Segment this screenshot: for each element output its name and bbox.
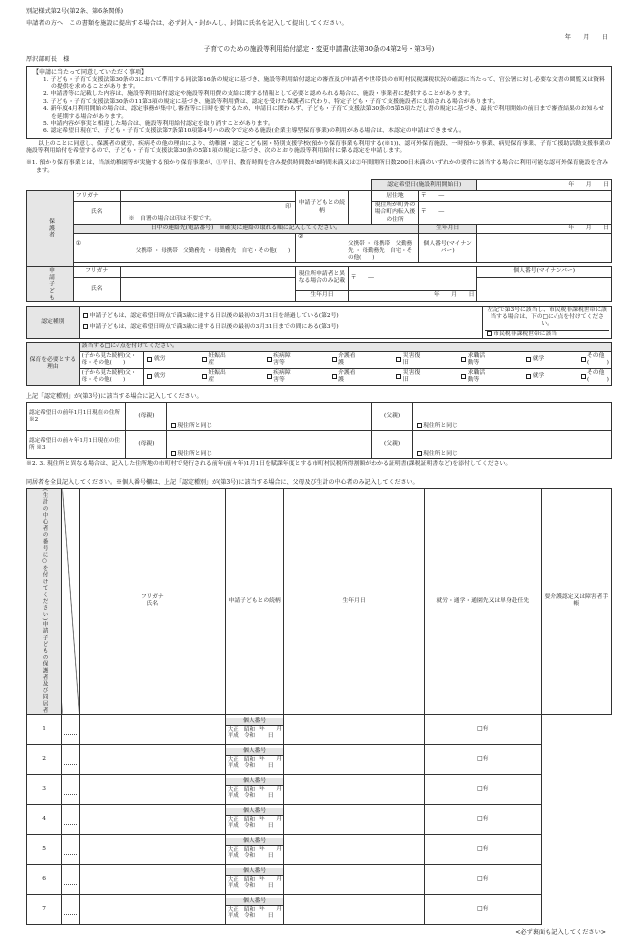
note-1: ※1. 預かり保育事業とは、当該幼稚園等が実施する預かり保育事業が、①平日、教育時間を含み提供時間数が8時間未満又は②年間開所日数200日未満のいずれかの要件に該当する場合に利用可能な認可外保育施設を含みます。 [26, 160, 609, 174]
reason-checkbox[interactable] [461, 374, 466, 379]
household-care-header: 要介護認定又は障害者手帳 [541, 489, 611, 715]
guardian-mynumber-label: 個人番号(マイナンバー) [418, 233, 477, 262]
household-dob-input[interactable]: 年 月 日 [259, 726, 294, 740]
residence-row-2-mother-input[interactable] [167, 431, 372, 459]
reason-checkbox[interactable] [526, 357, 531, 362]
row1-mother-same-text: 現住所と同じ [177, 423, 213, 430]
phone-1-number: ① [75, 240, 81, 247]
child-mynumber-input[interactable] [477, 277, 612, 301]
era-row-1[interactable]: 大正 昭和 [227, 846, 255, 853]
form-code: 別記様式第2号(第2条、第6条関係) [26, 8, 124, 15]
seal-mark: 印 [285, 204, 292, 211]
reason-checkbox[interactable] [461, 357, 466, 362]
child-name-input[interactable] [120, 277, 296, 301]
household-row-number[interactable]: 6 [27, 864, 62, 894]
household-row-number[interactable]: 5 [27, 834, 62, 864]
reason-row-2-relation[interactable]: (子から見た続柄)父・母・その他( ) [79, 368, 143, 385]
residence-row-1-mother-input[interactable] [167, 403, 372, 431]
consent-item: 1. 子ども・子育て支援法第30条の3において準用する同法第16条の規定に基づき、施設等利用給付認定の審査及び申請者や世帯員の市町村民税課税状況の確認に当たって、官公署に対し必要な文書の閲覧又は資料の提供を求めることがあります。 [43, 76, 605, 91]
guardian-relation-label: 申請子どもとの続柄 [296, 191, 349, 225]
reason-instruction: 該当する□に✓点を付けてください。 [79, 342, 611, 351]
household-work-cell[interactable] [284, 804, 424, 834]
residence-row-2-father-label: (父親) [372, 431, 413, 459]
tax-exempt-text: 市民税非課税世帯に該当 [493, 330, 558, 337]
reason-option[interactable] [146, 370, 166, 384]
residence-note: ※2. 3. 現住所と異なる場合は、記入した住所地の市町村で発行される前年(前々年)1月1日を賦課年度とする市町村民税所得割額がわかる証明書(課税証明書など)を添付してください。 [26, 461, 512, 468]
reason-option-label: 災害復旧 [402, 369, 421, 383]
household-relation-cell[interactable] [79, 774, 225, 804]
household-row-number[interactable]: 4 [27, 804, 62, 834]
household-row [27, 894, 612, 924]
consent-list [33, 77, 607, 136]
reason-row-1-options [143, 351, 611, 368]
residence-row-1-father-label: (父親) [372, 403, 413, 431]
era-row-2[interactable]: 平成 令和 [227, 913, 255, 920]
reason-checkbox[interactable] [147, 357, 152, 362]
reason-option[interactable] [395, 370, 425, 384]
reason-option[interactable] [330, 353, 360, 367]
guardian-name-input[interactable] [120, 202, 296, 225]
household-name-cell[interactable] [62, 774, 80, 804]
phone-2[interactable] [296, 233, 419, 262]
household-dob-cell [225, 894, 294, 924]
era-row-1[interactable]: 大正 昭和 [227, 876, 255, 883]
household-dob-cell [225, 714, 294, 744]
household-care-cell[interactable]: □有 [424, 864, 541, 894]
residence-row-1-mother-label: (母親) [126, 403, 167, 431]
consent-item: 6. 認定希望日現在で、子ども・子育て支援法第7条第10項第4号ハの政令で定める施設(企業主導型保育事業)の利用がある場合は、本認定の申請はできません。 [43, 128, 465, 135]
consent-item: 3. 子ども・子育て支援法第30条の11第3項の規定に基づき、施設等利用費は、認定を受けた保護者に代わり、特定子ども・子育て支援施設者に支給される場合があります。 [43, 98, 499, 105]
reason-checkbox[interactable] [202, 374, 207, 379]
guardian-furigana-input[interactable] [120, 191, 296, 202]
reason-checkbox[interactable] [332, 374, 337, 379]
reason-option[interactable] [330, 370, 360, 384]
category-2-checkbox[interactable] [83, 313, 88, 318]
row2-father-same-text: 現住所と同じ [423, 451, 458, 458]
household-name-cell[interactable] [62, 894, 80, 924]
guardian-name-label: 氏名 [73, 202, 120, 225]
residence-row-2-father-input[interactable] [413, 431, 612, 459]
consent-box [26, 66, 612, 139]
reason-option-label: その他( ) [587, 352, 609, 366]
household-row-number[interactable]: 2 [27, 744, 62, 774]
reason-option[interactable] [265, 353, 295, 367]
household-side-label: (生計の中心者の番号に○を付けてください)申請子どもの保護者及び同居者 [27, 489, 62, 715]
reason-option[interactable] [579, 353, 609, 367]
household-name-cell[interactable] [62, 864, 80, 894]
reason-option-label: 妊娠出産 [208, 352, 226, 366]
household-relation-cell[interactable] [79, 804, 225, 834]
household-table [26, 488, 612, 925]
row2-mother-same-text: 現住所と同じ [177, 451, 213, 458]
household-mynumber-label: 個人番号 [226, 778, 284, 786]
phone-1[interactable] [73, 233, 295, 262]
guardian-section-label: 保護者 [27, 191, 74, 267]
reason-option-label: 妊娠出産 [208, 369, 226, 383]
reason-row-2-option-list [146, 370, 609, 384]
household-name-cell[interactable] [62, 744, 80, 774]
reason-option[interactable] [265, 370, 295, 384]
child-address-label: 現住所申請者と異なる場合のみ記載 [296, 266, 349, 290]
address-label: 居住地 [372, 191, 419, 202]
residence-row-2-mother-label: (母親) [126, 431, 167, 459]
household-work-cell[interactable] [284, 894, 424, 924]
reason-option-label: 災害復旧 [402, 352, 421, 366]
household-row-number[interactable]: 7 [27, 894, 62, 924]
household-care-cell[interactable]: □有 [424, 804, 541, 834]
household-dob-header: 生年月日 [284, 489, 424, 715]
household-mynumber-label: 個人番号 [226, 808, 284, 816]
era-row-2[interactable]: 平成 令和 [227, 853, 255, 860]
household-relation-cell[interactable] [79, 714, 225, 744]
household-work-cell[interactable] [284, 864, 424, 894]
household-work-cell[interactable] [284, 774, 424, 804]
residence-row-2-label: 認定希望日の前々年1月1日現在の住所 ※3 [27, 431, 126, 459]
hope-date-label: 認定希望日(施設利用開始日) [372, 180, 477, 191]
reason-option-label: 就学 [532, 373, 545, 380]
row2-father-same-checkbox[interactable] [417, 451, 422, 456]
row1-father-same-text: 現住所と同じ [423, 423, 458, 430]
household-row [27, 774, 612, 804]
household-care-cell[interactable]: □有 [424, 774, 541, 804]
household-intro: 同居者を全員記入してください。※個人番号欄は、上記「認定種別」が(第3号)に該当する場合に、父母及び生計の中心者のみ記入してください。 [26, 478, 419, 486]
reason-option[interactable] [146, 353, 166, 367]
application-date[interactable]: 年 月 日 [564, 33, 608, 41]
guardian-dob-input[interactable]: 年 月 日 [477, 224, 612, 233]
household-dob-cell [225, 834, 294, 864]
consent-item: 4. 新年度4月利用開始の場合は、認定事務が集中し審査等に日時を要するため、申請日に関わらず、子ども・子育て支援法第30条の5第5項ただし書の規定に基づき、最長で利用開始の前日まで審査結果のお知らせを延期する場合があります。 [43, 106, 605, 120]
child-address-input[interactable]: 〒 ― [348, 266, 477, 290]
reason-option[interactable] [200, 353, 230, 367]
reason-checkbox[interactable] [332, 357, 337, 362]
household-row [27, 804, 612, 834]
household-relation-cell[interactable] [79, 864, 225, 894]
household-dob-input[interactable]: 年 月 日 [259, 846, 294, 860]
era-row-2[interactable]: 平成 令和 [227, 823, 255, 830]
household-relation-header: 申請子どもとの続柄 [225, 489, 284, 715]
era-row-2[interactable]: 平成 令和 [227, 793, 255, 800]
reason-checkbox[interactable] [396, 357, 401, 362]
child-name-label: 氏名 [73, 277, 120, 301]
residence-table [26, 402, 612, 459]
addressee: 厚沢部町長 様 [26, 56, 70, 64]
child-dob-label: 生年月日 [296, 290, 349, 301]
consent-item: 2. 申請書等に記載した内容は、施設等利用給付認定や施設等利用費の支給に関する情報として必要と認められる場合に、施設・事業者に提供することがあります。 [43, 91, 475, 98]
reason-label: 保育を必要とする理由 [27, 342, 80, 385]
reason-checkbox[interactable] [267, 374, 272, 379]
child-furigana-label: フリガナ [73, 266, 120, 277]
household-dob-input[interactable]: 年 月 日 [259, 756, 294, 770]
household-name-header [79, 489, 225, 715]
category-3-text: 申請子どもは、認定希望日時点で満3歳に達する日以後の最初の3月31日までの間にある(第3号) [89, 324, 339, 331]
household-row [27, 714, 612, 744]
household-name-cell[interactable] [62, 714, 80, 744]
phone-2-number: ② [298, 233, 304, 240]
applicant-note: 申請者の方へ この書類を施設に提出する場合は、必ず封入・封かんし、封筒に氏名を記入して提出してください。 [26, 19, 348, 27]
household-dob-input[interactable]: 年 月 日 [259, 786, 294, 800]
household-dob-input[interactable]: 年 月 日 [259, 876, 294, 890]
guardian-furigana-label: フリガナ [73, 191, 120, 202]
reason-option-label: 就労 [153, 356, 166, 363]
row2-mother-same-checkbox[interactable] [171, 451, 176, 456]
reason-option-label: 求職活動等 [467, 352, 486, 366]
residence-row-1-label: 認定希望日の前年1月1日現在の住所 ※2 [27, 403, 126, 431]
household-care-cell[interactable]: □有 [424, 714, 541, 744]
household-dob-cell [225, 744, 294, 774]
reason-checkbox[interactable] [202, 357, 207, 362]
era-row-1[interactable]: 大正 昭和 [227, 786, 255, 793]
guardian-mynumber-input[interactable] [477, 233, 612, 262]
reason-option[interactable] [200, 370, 230, 384]
household-row-number[interactable]: 3 [27, 774, 62, 804]
household-care-cell[interactable]: □有 [424, 834, 541, 864]
household-relation-cell[interactable] [79, 834, 225, 864]
row1-mother-same-checkbox[interactable] [171, 423, 176, 428]
reason-option[interactable] [525, 370, 545, 384]
reason-option[interactable] [460, 353, 490, 367]
reason-checkbox[interactable] [581, 374, 586, 379]
reason-option-label: 疾病障害等 [273, 369, 291, 383]
reason-option[interactable] [460, 370, 490, 384]
era-row-1[interactable]: 大正 昭和 [227, 816, 255, 823]
household-relation-cell[interactable] [79, 744, 225, 774]
household-dob-input[interactable]: 年 月 日 [259, 906, 294, 920]
phone-2-options: 父携帯 ・ 母携帯 父勤務先 ・ 母勤務先 自宅・その他( ) [348, 241, 413, 261]
reason-option[interactable] [579, 370, 609, 384]
reason-row-1-option-list [146, 353, 609, 367]
household-furigana-header: フリガナ [140, 594, 164, 601]
household-mynumber-label: 個人番号 [226, 838, 284, 846]
category-side-note: 左記で第3号に該当し、市民税非課税世帯に該当する場合は、下の□に✓点を付けてください。 [487, 306, 607, 328]
reason-checkbox[interactable] [581, 357, 586, 362]
household-dob-input[interactable]: 年 月 日 [259, 816, 294, 830]
household-mynumber-label: 個人番号 [226, 718, 284, 726]
hope-date-field[interactable]: 年 月 日 [477, 180, 612, 191]
reason-option[interactable] [395, 353, 425, 367]
reason-option-label: その他( ) [587, 369, 609, 383]
era-row-1[interactable]: 大正 昭和 [227, 726, 255, 733]
tax-exempt-checkbox[interactable] [487, 331, 492, 336]
reason-option-label: 就学 [532, 356, 545, 363]
row1-father-same-checkbox[interactable] [417, 423, 422, 428]
phone-label: 日中の連絡先(電話番号) ※確実に連絡の取れる順に記入してください。 [73, 224, 418, 233]
reason-checkbox[interactable] [526, 374, 531, 379]
household-row [27, 864, 612, 894]
household-row [27, 744, 612, 774]
era-row-1[interactable]: 大正 昭和 [227, 906, 255, 913]
reason-checkbox[interactable] [396, 374, 401, 379]
reason-table [26, 342, 612, 386]
category-3-checkbox[interactable] [83, 324, 88, 329]
seal-note: ※ 自署の場合は印は不要です。 [128, 215, 216, 222]
household-mynumber-label: 個人番号 [226, 898, 284, 906]
household-work-cell[interactable] [284, 744, 424, 774]
household-dob-cell [225, 804, 294, 834]
reason-option-label: 求職活動等 [467, 369, 486, 383]
household-work-cell[interactable] [284, 714, 424, 744]
phone-1-options: 父携帯 ・ 母携帯 父勤務先 ・ 母勤務先 自宅・その他( ) [135, 248, 291, 255]
household-corner [62, 489, 80, 715]
household-name-cell[interactable] [62, 804, 80, 834]
household-dob-cell [225, 864, 294, 894]
child-dob-input[interactable]: 年 月 日 [348, 290, 477, 301]
category-label: 認定種別 [27, 306, 80, 338]
guardian-relation-input[interactable] [348, 191, 371, 225]
category-2-text: 申請子どもは、認定希望日時点で満3歳に達する日以後の最初の3月31日を経過している(第2号) [89, 313, 339, 320]
reason-option-label: 介護看護 [338, 352, 356, 366]
reason-option[interactable] [525, 353, 545, 367]
category-table [26, 306, 612, 339]
household-mynumber-label: 個人番号 [226, 748, 284, 756]
guardian-dob-label: 生年月日 [418, 224, 477, 233]
reason-option-label: 就労 [153, 373, 166, 380]
reason-checkbox[interactable] [147, 374, 152, 379]
residence-intro: 上記「認定種別」が(第3号)に該当する場合に記入してください。 [26, 392, 203, 400]
era-row-1[interactable]: 大正 昭和 [227, 756, 255, 763]
reason-row-2-options [143, 368, 611, 385]
reason-option-label: 疾病障害等 [273, 352, 291, 366]
household-mynumber-label: 個人番号 [226, 868, 284, 876]
household-care-cell[interactable]: □有 [424, 744, 541, 774]
consent-heading: 【申請に当たって同意していただく事項】 [33, 69, 148, 77]
household-relation-cell[interactable] [79, 894, 225, 924]
reason-option-label: 介護看護 [338, 369, 356, 383]
household-row-number[interactable]: 1 [27, 714, 62, 744]
alt-address-input[interactable]: 〒 ― [418, 202, 611, 225]
household-name-header-text: 氏名 [146, 601, 159, 608]
era-row-2[interactable]: 平成 令和 [227, 763, 255, 770]
footer-note: <必ず裏面も記入してください> [515, 928, 606, 936]
reason-row-1-relation[interactable]: (子から見た続柄)父・母・その他( ) [79, 351, 143, 368]
category-side [483, 306, 612, 338]
child-mynumber-label: 個人番号(マイナンバー) [477, 266, 612, 277]
era-row-2[interactable]: 平成 令和 [227, 733, 255, 740]
reason-checkbox[interactable] [267, 357, 272, 362]
household-care-cell[interactable]: □有 [424, 894, 541, 924]
consent-statement: 以上のことに同意し、保護者の就労、疾病その他の理由により、幼稚園・認定こども園・特別支援学校(預かり保育事業も利用する(※1))、認可外保育施設、一時預かり事業、病児保育事業、子育て援助活動支援事業の施設等利用給付を希望するので、子ども・子育て支援法第30条の5第1項の規定に基づき、次のとおり施設等利用給付に係る認定を申請します。 [26, 140, 611, 155]
household-work-cell[interactable] [284, 834, 424, 864]
household-work-header: 就労・通学・通園先又は単身赴任先 [424, 489, 541, 715]
guardian-table [26, 179, 612, 302]
household-name-cell[interactable] [62, 834, 80, 864]
child-furigana-input[interactable] [120, 266, 296, 277]
form-title: 子育てのための施設等利用給付認定・変更申請書(法第30条の4第2号・第3号) [203, 45, 435, 54]
alt-address-label: 現住所が町外の場合町内転入後の住所 [372, 202, 419, 225]
household-dob-cell [225, 774, 294, 804]
consent-item: 5. 申請内容が事実と相違した場合は、施設等利用給付認定を取り消すことがあります。 [43, 120, 274, 127]
child-section-label: 申請子ども [27, 266, 74, 301]
household-row [27, 834, 612, 864]
category-options [79, 306, 483, 338]
residence-row-1-father-input[interactable] [413, 403, 612, 431]
era-row-2[interactable]: 平成 令和 [227, 883, 255, 890]
address-input[interactable]: 〒 ― [418, 191, 611, 202]
